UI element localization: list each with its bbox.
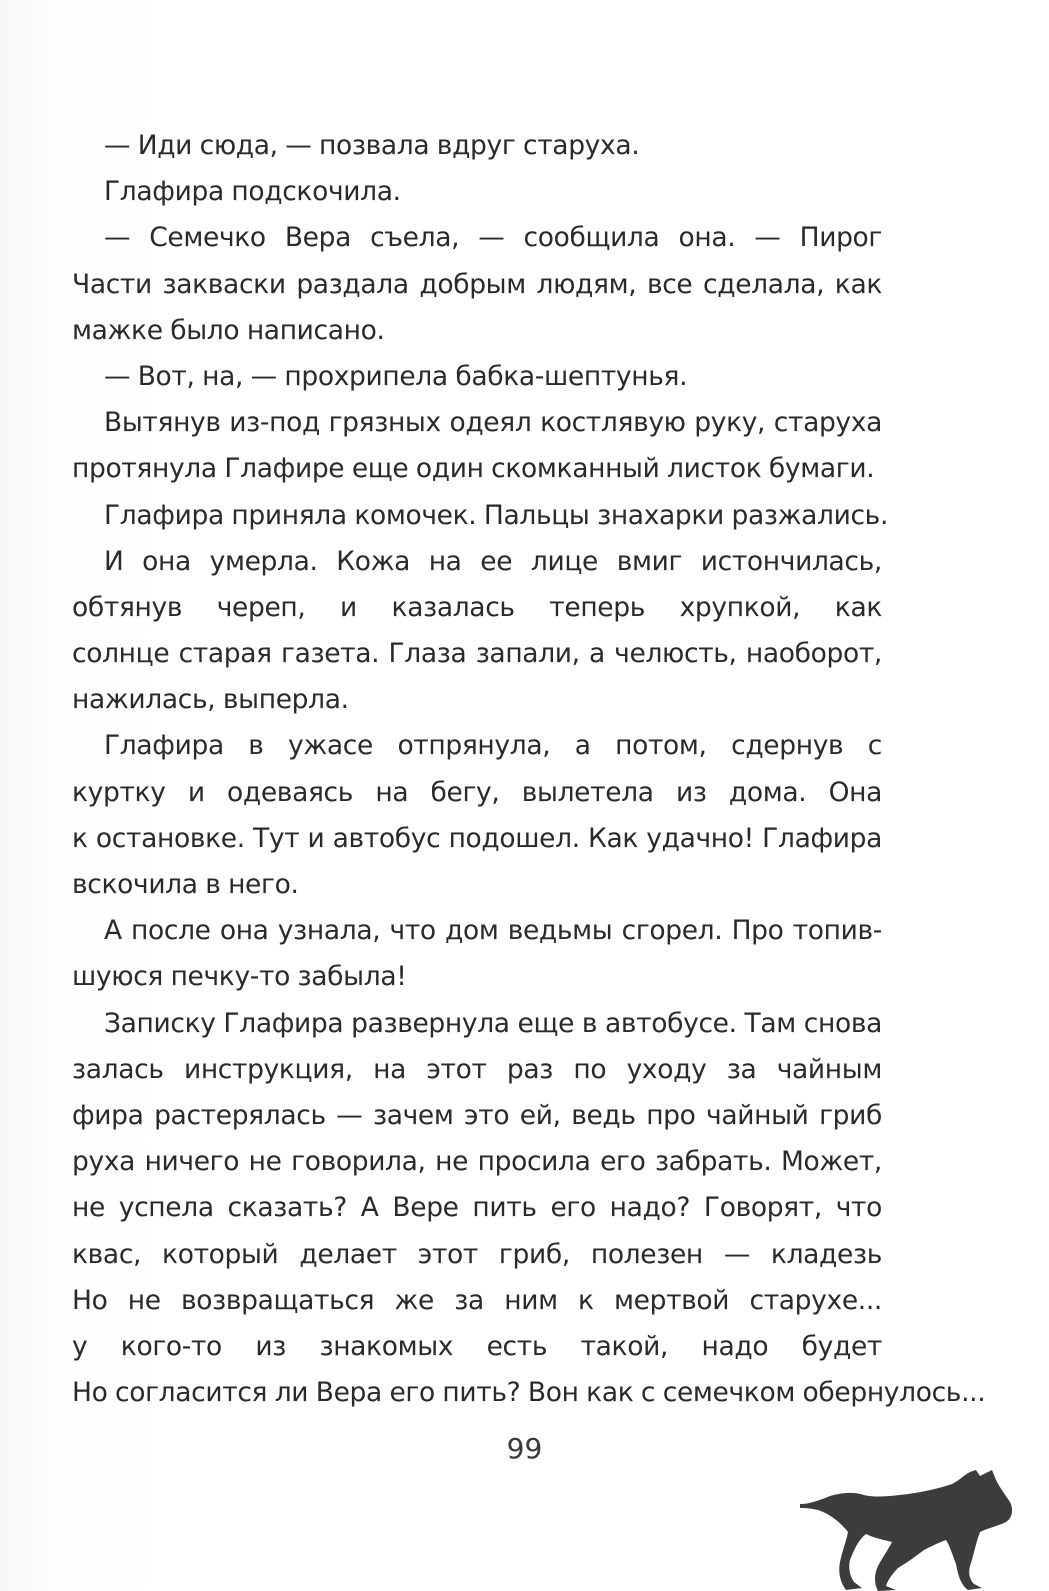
text-line: И она умерла. Кожа на ее лице вмиг истончилась, — [104, 545, 882, 577]
text-line: обтянув череп, и казалась теперь хрупкой, как — [72, 591, 882, 623]
cat-silhouette-icon — [800, 1470, 1049, 1591]
text-line: протянула Глафире еще один скомканный листок бумаги. — [72, 453, 875, 485]
text-line: — Семечко Вера съела, — сообщила она. — Пирог — [104, 222, 882, 254]
text-line: шуюся печку-то забыла! — [72, 961, 407, 993]
text-line: А после она узнала, что дом ведьмы сгорел. Про топив- — [104, 915, 882, 947]
text-line: к остановке. Тут и автобус подошел. Как удачно! Глафира — [72, 822, 882, 854]
text-line: Но согласится ли Вера его пить? Вон как с семечком обернулось... — [72, 1377, 986, 1409]
text-line: солнце старая газета. Глаза запали, а челюсть, наоборот, — [72, 638, 882, 670]
text-line: залась инструкция, на этот раз по уходу за чайным — [72, 1053, 882, 1085]
text-line: Глафира в ужасе отпрянула, а потом, сдернув с — [104, 730, 882, 762]
body-text — [72, 123, 986, 1416]
text-line: мажке было написано. — [72, 314, 385, 346]
text-line: Глафира подскочила. — [104, 176, 401, 208]
text-line: нажилась, выперла. — [72, 684, 349, 716]
text-line: руха ничего не говорила, не просила его забрать. Может, — [72, 1146, 882, 1178]
text-line: — Вот, на, — прохрипела бабка-шептунья. — [104, 360, 688, 392]
text-line: Записку Глафира развернула еще в автобусе. Там снова — [104, 1007, 882, 1039]
text-line: вскочила в него. — [72, 869, 299, 900]
text-line: у кого-то из знакомых есть такой, надо будет — [72, 1330, 882, 1362]
text-line: Но не возвращаться же за ним к мертвой старухе... — [72, 1284, 882, 1316]
text-line: Глафира приняла комочек. Пальцы знахарки разжались. — [104, 499, 889, 531]
text-line: Вытянув из-под грязных одеял костлявую руку, старуха — [104, 407, 882, 439]
text-line: квас, который делает этот гриб, полезен — кладезь — [72, 1238, 882, 1270]
text-line: фира растерялась — зачем это ей, ведь про чайный гриб — [72, 1099, 882, 1131]
text-line: Части закваски раздала добрым людям, все сделала, как — [72, 268, 882, 300]
text-line: не успела сказать? А Вере пить его надо? Говорят, что — [72, 1192, 882, 1224]
page-number: 99 — [506, 1432, 543, 1465]
text-line: куртку и одеваясь на бегу, вылетела из дома. Она — [72, 776, 882, 808]
text-line: — Иди сюда, — позвала вдруг старуха. — [104, 130, 640, 161]
